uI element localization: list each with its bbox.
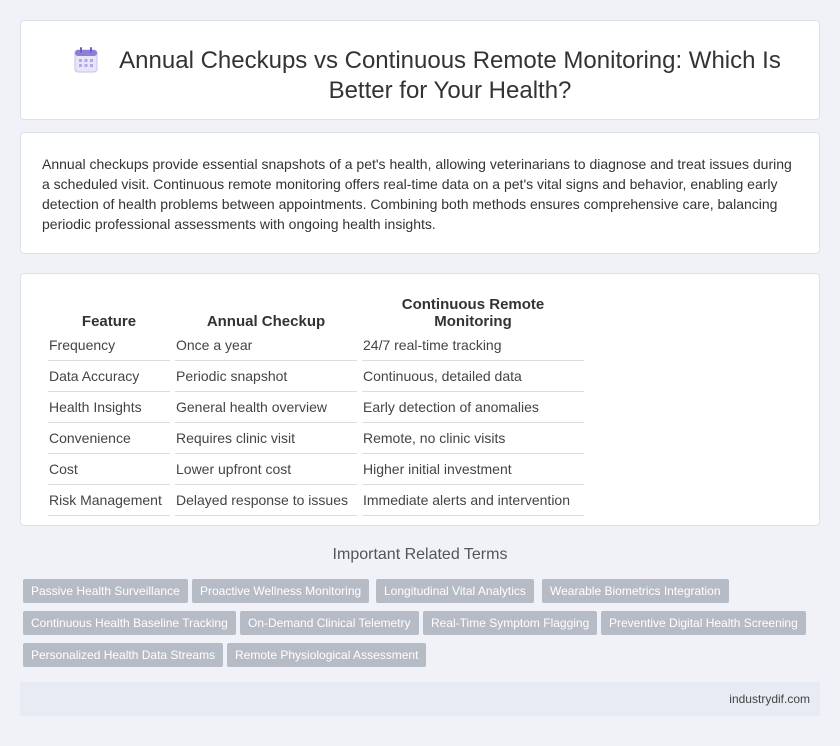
table-cell: Health Insights <box>48 392 170 423</box>
related-tag[interactable]: Longitudinal Vital Analytics <box>376 579 534 603</box>
table-cell: Data Accuracy <box>48 361 170 392</box>
intro-text: Annual checkups provide essential snapshots of a pet's health, allowing veterinarians to diagnose and treat issues during a scheduled visit. Continuous remote monitoring offers real-time data on a pet's vital signs and behavior, enabling early detection of health problems between appointments. Combining both methods ensures comprehensive care, balancing periodic professional assessments with ongoing health insights. <box>42 156 792 232</box>
title-card <box>20 20 820 120</box>
table-cell: Once a year <box>175 330 357 361</box>
comparison-table <box>43 296 589 516</box>
calendar-icon <box>74 47 98 73</box>
table-row <box>48 423 584 454</box>
table-cell: Remote, no clinic visits <box>362 423 584 454</box>
table-cell: Immediate alerts and intervention <box>362 485 584 516</box>
page-title: Annual Checkups vs Continuous Remote Monitoring: Which Is Better for Your Health? <box>119 47 781 104</box>
related-tag[interactable]: Real-Time Symptom Flagging <box>423 611 597 635</box>
related-tag[interactable]: Proactive Wellness Monitoring <box>192 579 369 603</box>
table-cell: Convenience <box>48 423 170 454</box>
related-tag[interactable]: Wearable Biometrics Integration <box>542 579 729 603</box>
table-row <box>48 392 584 423</box>
footer-site[interactable]: industrydif.com <box>729 692 810 706</box>
table-row <box>48 330 584 361</box>
related-tag[interactable]: On-Demand Clinical Telemetry <box>240 611 419 635</box>
table-cell: Delayed response to issues <box>175 485 357 516</box>
table-cell: General health overview <box>175 392 357 423</box>
table-cell: Lower upfront cost <box>175 454 357 485</box>
related-terms-title: Important Related Terms <box>332 546 508 563</box>
header-annual-checkup: Annual Checkup <box>206 313 326 330</box>
table-cell: Periodic snapshot <box>175 361 357 392</box>
table-row <box>48 485 584 516</box>
table-row <box>48 361 584 392</box>
table-cell: Requires clinic visit <box>175 423 357 454</box>
table-cell: Cost <box>48 454 170 485</box>
table-cell: Frequency <box>48 330 170 361</box>
related-tag[interactable]: Personalized Health Data Streams <box>23 643 223 667</box>
header-feature: Feature <box>81 313 137 330</box>
related-tag[interactable]: Preventive Digital Health Screening <box>601 611 806 635</box>
table-cell: Continuous, detailed data <box>362 361 584 392</box>
footer <box>20 682 820 716</box>
table-header-row <box>48 296 584 330</box>
table-cell: Higher initial investment <box>362 454 584 485</box>
related-tag[interactable]: Continuous Health Baseline Tracking <box>23 611 236 635</box>
comparison-card <box>20 273 820 526</box>
table-row <box>48 454 584 485</box>
table-cell: Risk Management <box>48 485 170 516</box>
table-cell: Early detection of anomalies <box>362 392 584 423</box>
intro-card <box>20 132 820 254</box>
related-tag[interactable]: Passive Health Surveillance <box>23 579 188 603</box>
header-continuous-monitoring: Continuous Remote Monitoring <box>401 296 545 330</box>
related-tag[interactable]: Remote Physiological Assessment <box>227 643 426 667</box>
table-cell: 24/7 real-time tracking <box>362 330 584 361</box>
